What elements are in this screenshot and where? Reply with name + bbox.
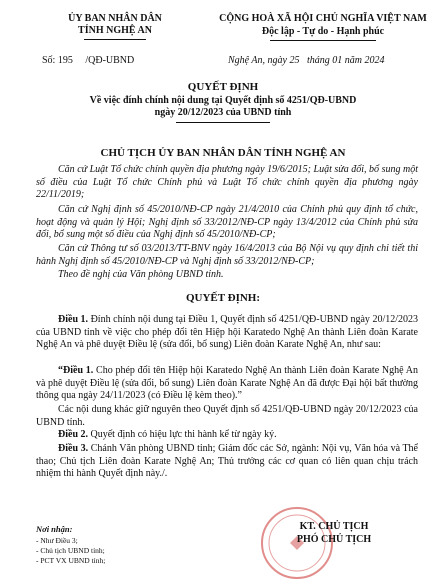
- article-1-text: Đính chính nội dung tại Điều 1, Quyết định số 4251/QĐ-UBND ngày 20/12/2023 của UBND tỉnh về việc cho phép đổi tên Hiệp hội Karatedo Nghệ An thành Liên đoàn Karate Nghệ An và phê duyệt Điều lệ (sửa đổi, bổ sung) Liên đoàn Karate Nghệ An, như sau:: [36, 314, 419, 351]
- issuing-authority: CHỦ TỊCH ỦY BAN NHÂN DÂN TỈNH NGHỆ AN: [100, 147, 346, 159]
- article-1-tail: Các nội dung khác giữ nguyên theo Quyết định số 4251/QĐ-UBND ngày 20/12/2023 của UBND tỉnh.: [36, 404, 418, 428]
- article-1: [36, 314, 418, 352]
- article-2-label: Điều 2.: [58, 429, 88, 440]
- article-2-text: Quyết định có hiệu lực thi hành kể từ ngày ký.: [88, 429, 277, 440]
- document-number: [42, 55, 134, 67]
- signature-line2: PHÓ CHỦ TỊCH: [296, 534, 372, 545]
- article-1-quote-text: Cho phép đổi tên Hiệp hội Karatedo Nghệ An thành Liên đoàn Karate Nghệ An và phê duyệt Điều lệ (sửa đổi, bổ sung) Liên đoàn Karate Nghệ An đã được Đại hội bất thường thông qua ngày 24/11/2023 (có Điều lệ kèm theo).”: [36, 365, 418, 402]
- document-number-suffix: /QĐ-UBND: [85, 55, 135, 66]
- agency-name-line1: ỦY BAN NHÂN DÂN: [68, 13, 162, 24]
- article-2: [36, 429, 418, 442]
- article-3-text: Chánh Văn phòng UBND tỉnh; Giám đốc các Sở, ngành: Nội vụ, Văn hóa và Thể thao; Chủ tịch Liên đoàn Karate Nghệ An; Thủ trưởng các cơ quan có liên quan chịu trách nhiệm thi hành Quyết định này./.: [36, 443, 418, 480]
- decision-heading: QUYẾT ĐỊNH:: [185, 292, 261, 304]
- agency-underline: [84, 39, 146, 40]
- subject-line1: Về việc đính chính nội dung tại Quyết định số 4251/QĐ-UBND: [89, 95, 357, 106]
- motto-underline: [270, 40, 376, 41]
- title-underline: [176, 122, 270, 123]
- subject-line2: ngày 20/12/2023 của UBND tỉnh: [154, 107, 292, 118]
- recipient-item: - Chủ tịch UBND tỉnh;: [36, 546, 105, 555]
- article-3: [36, 443, 418, 481]
- preamble-item: Căn cứ Thông tư số 03/2013/TT-BNV ngày 16/4/2013 của Bộ Nội vụ quy định chi tiết thi hành Nghị định số 45/2010/NĐ-CP và Nghị định số 33/2012/NĐ-CP;: [36, 243, 418, 267]
- article-1-label: Điều 1.: [58, 314, 89, 325]
- national-motto: Độc lập - Tự do - Hạnh phúc: [261, 26, 385, 37]
- issue-date: Nghệ An, ngày 25 tháng 01 năm 2024: [228, 55, 385, 66]
- recipient-item: - Như Điều 3;: [36, 536, 78, 545]
- signature-line1: KT. CHỦ TỊCH: [299, 521, 369, 532]
- preamble-item: Căn cứ Luật Tổ chức chính quyền địa phương ngày 19/6/2015; Luật sửa đổi, bổ sung một số điều của Luật Tổ chức Chính phủ và Luật Tổ chức chính quyền địa phương ngày 22/11/2019;: [36, 164, 418, 201]
- recipient-item: - PCT VX UBND tỉnh;: [36, 556, 106, 565]
- agency-name-line2: TỈNH NGHỆ AN: [78, 25, 152, 36]
- article-1-quote: [36, 365, 418, 403]
- article-3-label: Điều 3.: [58, 443, 89, 454]
- preamble-item: Theo đề nghị của Văn phòng UBND tỉnh.: [58, 269, 224, 280]
- document-type: QUYẾT ĐỊNH: [187, 81, 259, 93]
- document-number-label: Số: 195: [42, 55, 73, 66]
- recipients-label: Nơi nhận:: [36, 524, 73, 534]
- preamble-item: Căn cứ Nghị định số 45/2010/NĐ-CP ngày 21/4/2010 của Chính phủ quy định tổ chức, hoạt động và quản lý Hội; Nghị định số 33/2012/NĐ-CP ngày 13/4/2012 của Chính phủ sửa đổi, bổ sung một số điều của Nghị định số 45/2010/NĐ-CP;: [36, 204, 418, 241]
- country-name: CỘNG HOÀ XÃ HỘI CHỦ NGHĨA VIỆT NAM: [219, 13, 427, 24]
- article-1-quote-label: “Điều 1.: [58, 365, 94, 376]
